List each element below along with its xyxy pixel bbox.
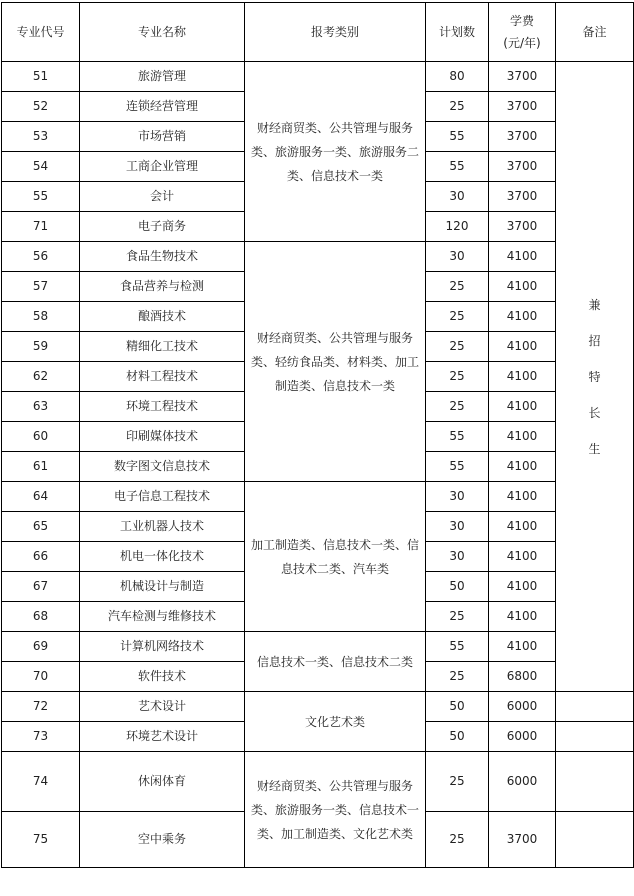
cell-tuition: 4100 [489,632,556,662]
cell-tuition: 6000 [489,722,556,752]
cell-category: 财经商贸类、公共管理与服务类、旅游服务一类、旅游服务二类、信息技术一类 [245,62,426,242]
cell-tuition: 3700 [489,122,556,152]
cell-code: 62 [2,362,80,392]
cell-name: 电子信息工程技术 [80,482,245,512]
cell-code: 56 [2,242,80,272]
cell-plan: 25 [426,812,489,868]
cell-code: 51 [2,62,80,92]
cell-tuition: 4100 [489,332,556,362]
header-tuition-line2: (元/年) [503,36,541,50]
cell-plan: 25 [426,392,489,422]
cell-code: 53 [2,122,80,152]
cell-category: 加工制造类、信息技术一类、信息技术二类、汽车类 [245,482,426,632]
enrollment-table [1,2,634,868]
cell-plan: 50 [426,722,489,752]
cell-plan: 25 [426,92,489,122]
table-row [2,62,634,92]
cell-tuition: 4100 [489,542,556,572]
cell-code: 61 [2,452,80,482]
cell-plan: 30 [426,512,489,542]
cell-tuition: 6800 [489,662,556,692]
cell-tuition: 4100 [489,512,556,542]
cell-code: 75 [2,812,80,868]
cell-name: 电子商务 [80,212,245,242]
cell-note-empty [556,812,634,868]
cell-plan: 80 [426,62,489,92]
cell-plan: 50 [426,692,489,722]
cell-plan: 30 [426,242,489,272]
cell-code: 60 [2,422,80,452]
cell-plan: 50 [426,572,489,602]
header-code: 专业代号 [2,3,80,62]
cell-plan: 55 [426,632,489,662]
note-char: 兼 [588,297,601,312]
cell-code: 65 [2,512,80,542]
header-category: 报考类别 [245,3,426,62]
cell-name: 汽车检测与维修技术 [80,602,245,632]
cell-tuition: 3700 [489,182,556,212]
cell-name: 精细化工技术 [80,332,245,362]
header-name: 专业名称 [80,3,245,62]
cell-name: 软件技术 [80,662,245,692]
cell-tuition: 4100 [489,362,556,392]
cell-name: 印刷媒体技术 [80,422,245,452]
cell-tuition: 3700 [489,62,556,92]
cell-code: 64 [2,482,80,512]
cell-plan: 55 [426,452,489,482]
cell-tuition: 3700 [489,92,556,122]
cell-tuition: 4100 [489,302,556,332]
header-plan: 计划数 [426,3,489,62]
cell-tuition: 6000 [489,692,556,722]
cell-tuition: 4100 [489,422,556,452]
cell-name: 艺术设计 [80,692,245,722]
table-row [2,482,634,512]
cell-plan: 30 [426,482,489,512]
cell-name: 食品营养与检测 [80,272,245,302]
cell-code: 72 [2,692,80,722]
cell-code: 58 [2,302,80,332]
cell-category: 财经商贸类、公共管理与服务类、轻纺食品类、材料类、加工制造类、信息技术一类 [245,242,426,482]
cell-code: 73 [2,722,80,752]
cell-code: 52 [2,92,80,122]
cell-name: 工业机器人技术 [80,512,245,542]
note-char: 特 [588,369,601,384]
note-char: 招 [588,333,601,348]
cell-name: 食品生物技术 [80,242,245,272]
cell-tuition: 4100 [489,482,556,512]
cell-code: 59 [2,332,80,362]
cell-code: 69 [2,632,80,662]
cell-name: 材料工程技术 [80,362,245,392]
cell-name: 工商企业管理 [80,152,245,182]
cell-name: 空中乘务 [80,812,245,868]
cell-plan: 120 [426,212,489,242]
cell-plan: 30 [426,542,489,572]
cell-code: 70 [2,662,80,692]
note-char: 生 [588,441,601,456]
cell-code: 74 [2,752,80,812]
cell-code: 63 [2,392,80,422]
cell-code: 66 [2,542,80,572]
table-row [2,752,634,812]
cell-category: 信息技术一类、信息技术二类 [245,632,426,692]
cell-name: 酿酒技术 [80,302,245,332]
cell-note-empty [556,752,634,812]
header-tuition [489,3,556,62]
cell-code: 67 [2,572,80,602]
cell-plan: 55 [426,122,489,152]
cell-name: 环境艺术设计 [80,722,245,752]
cell-plan: 55 [426,152,489,182]
cell-name: 机械设计与制造 [80,572,245,602]
cell-plan: 25 [426,332,489,362]
cell-tuition: 3700 [489,212,556,242]
cell-category: 财经商贸类、公共管理与服务类、旅游服务一类、信息技术一类、加工制造类、文化艺术类 [245,752,426,868]
cell-name: 休闲体育 [80,752,245,812]
cell-name: 连锁经营管理 [80,92,245,122]
cell-note [556,62,634,692]
header-tuition-line1: 学费 [509,14,534,28]
cell-note-empty [556,692,634,722]
cell-tuition: 4100 [489,392,556,422]
cell-tuition: 4100 [489,572,556,602]
table-row [2,632,634,662]
cell-code: 55 [2,182,80,212]
header-row [2,3,634,62]
cell-name: 计算机网络技术 [80,632,245,662]
cell-tuition: 6000 [489,752,556,812]
table-row [2,692,634,722]
cell-tuition: 4100 [489,242,556,272]
cell-code: 57 [2,272,80,302]
cell-name: 环境工程技术 [80,392,245,422]
cell-tuition: 3700 [489,812,556,868]
cell-plan: 25 [426,272,489,302]
cell-tuition: 4100 [489,602,556,632]
cell-name: 旅游管理 [80,62,245,92]
cell-name: 市场营销 [80,122,245,152]
header-note: 备注 [556,3,634,62]
cell-tuition: 3700 [489,152,556,182]
note-char: 长 [588,405,601,420]
cell-code: 54 [2,152,80,182]
table-row [2,242,634,272]
cell-code: 68 [2,602,80,632]
cell-plan: 25 [426,662,489,692]
cell-plan: 30 [426,182,489,212]
cell-name: 会计 [80,182,245,212]
cell-plan: 25 [426,752,489,812]
cell-code: 71 [2,212,80,242]
cell-tuition: 4100 [489,272,556,302]
cell-plan: 55 [426,422,489,452]
cell-category: 文化艺术类 [245,692,426,752]
cell-tuition: 4100 [489,452,556,482]
cell-name: 数字图文信息技术 [80,452,245,482]
cell-name: 机电一体化技术 [80,542,245,572]
cell-note-empty [556,722,634,752]
cell-plan: 25 [426,362,489,392]
cell-plan: 25 [426,602,489,632]
cell-plan: 25 [426,302,489,332]
